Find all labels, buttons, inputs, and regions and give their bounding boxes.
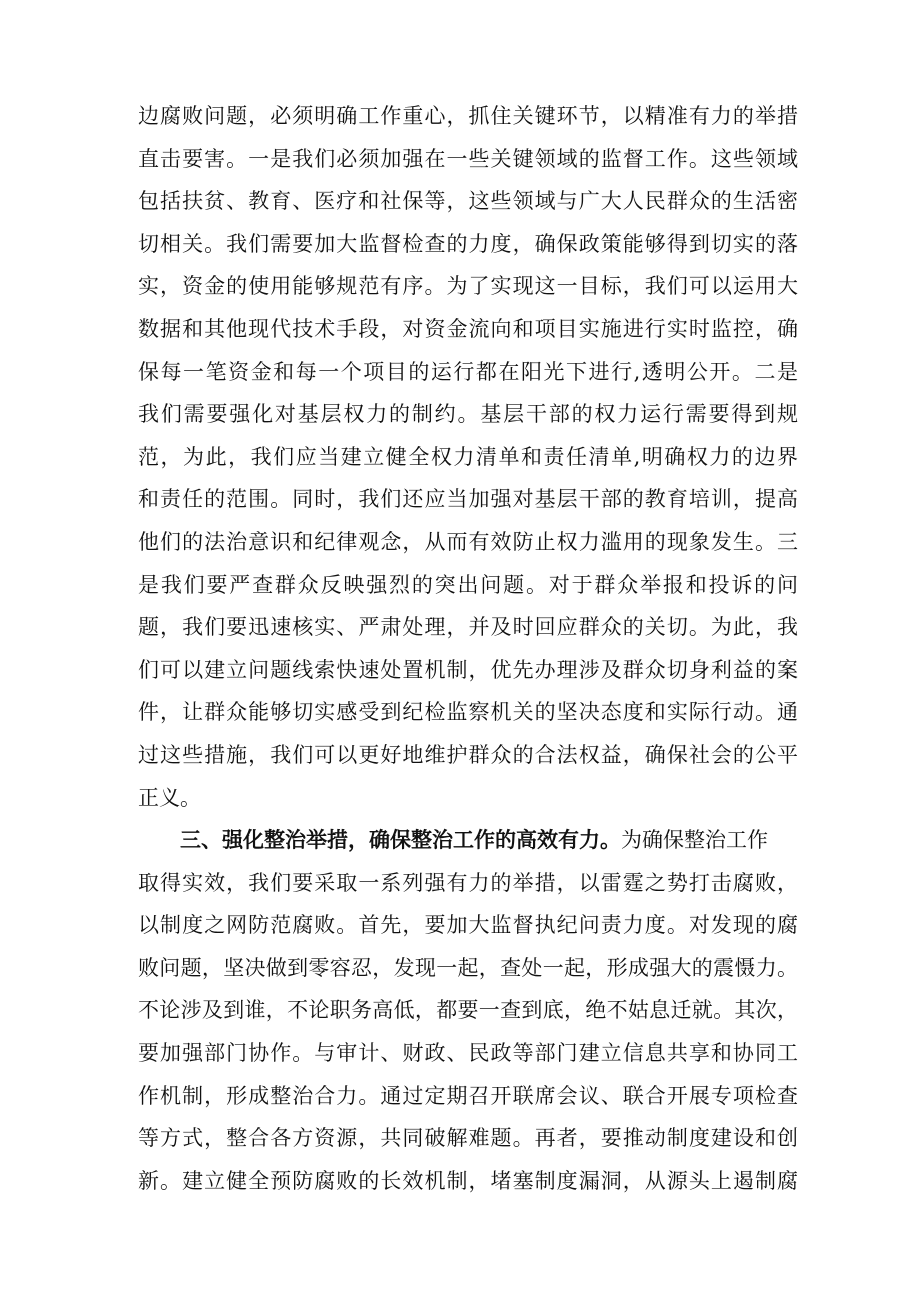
text-line: 取得实效，我们要采取一系列强有力的举措，以雷霆之势打击腐败， (138, 870, 798, 895)
text-line: 们可以建立问题线索快速处置机制，优先办理涉及群众切身利益的案 (138, 657, 798, 682)
text-line: 作机制，形成整治合力。通过定期召开联席会议、联合开展专项检查 (138, 1083, 798, 1108)
text-line: 等方式，整合各方资源，共同破解难题。再者，要推动制度建设和创 (138, 1126, 798, 1151)
text-line: 边腐败问题，必须明确工作重心，抓住关键环节，以精准有力的举措 (138, 104, 798, 128)
text-line: 件，让群众能够切实感受到纪检监察机关的坚决态度和实际行动。通 (138, 700, 798, 725)
text-line: 新。建立健全预防腐败的长效机制，堵塞制度漏洞，从源头上遏制腐 (138, 1168, 798, 1193)
text-line: 过这些措施，我们可以更好地维护群众的合法权益，确保社会的公平 (138, 742, 798, 767)
paragraph-2 (138, 819, 798, 1202)
text-line: 正义。 (138, 785, 201, 810)
text-line: 我们需要强化对基层权力的制约。基层干部的权力运行需要得到规 (138, 402, 798, 427)
text-line: 和责任的范围。同时，我们还应当加强对基层干部的教育培训，提高 (138, 487, 798, 512)
text-line: 直击要害。一是我们必须加强在一些关键领域的监督工作。这些领域 (138, 146, 798, 171)
text-line: 数据和其他现代技术手段，对资金流向和项目实施进行实时监控，确 (138, 316, 798, 341)
text-line: 败问题，坚决做到零容忍，发现一起，查处一起，形成强大的震慑力。 (138, 955, 798, 980)
text-line: 是我们要严查群众反映强烈的突出问题。对于群众举报和投诉的问 (138, 572, 798, 597)
text-line: 以制度之网防范腐败。首先，要加大监督执纪问责力度。对发现的腐 (138, 913, 798, 938)
text-line: 要加强部门协作。与审计、财政、民政等部门建立信息共享和协同工 (138, 1041, 798, 1066)
paragraph-1 (138, 95, 798, 819)
text-line: 实，资金的使用能够规范有序。为了实现这一目标，我们可以运用大 (138, 274, 798, 299)
text-line-rest: 为确保整治工作 (621, 828, 768, 853)
text-line: 不论涉及到谁，不论职务高低，都要一查到底，绝不姑息迁就。其次， (138, 998, 798, 1023)
paragraph-2-first-line (138, 819, 798, 862)
text-line: 他们的法治意识和纪律观念，从而有效防止权力滥用的现象发生。三 (138, 529, 798, 554)
text-line: 保每一笔资金和每一个项目的运行都在阳光下进行,透明公开。二是 (138, 359, 798, 384)
text-line: 范，为此，我们应当建立健全权力清单和责任清单,明确权力的边界 (138, 444, 798, 469)
document-body (138, 95, 798, 1202)
text-line: 包括扶贫、教育、医疗和社保等，这些领域与广大人民群众的生活密 (138, 189, 798, 214)
text-line: 题，我们要迅速核实、严肃处理，并及时回应群众的关切。为此，我 (138, 615, 798, 640)
section-heading: 三、强化整治举措，确保整治工作的高效有力。 (180, 827, 621, 853)
text-line: 切相关。我们需要加大监督检查的力度，确保政策能够得到切实的落 (138, 231, 798, 256)
